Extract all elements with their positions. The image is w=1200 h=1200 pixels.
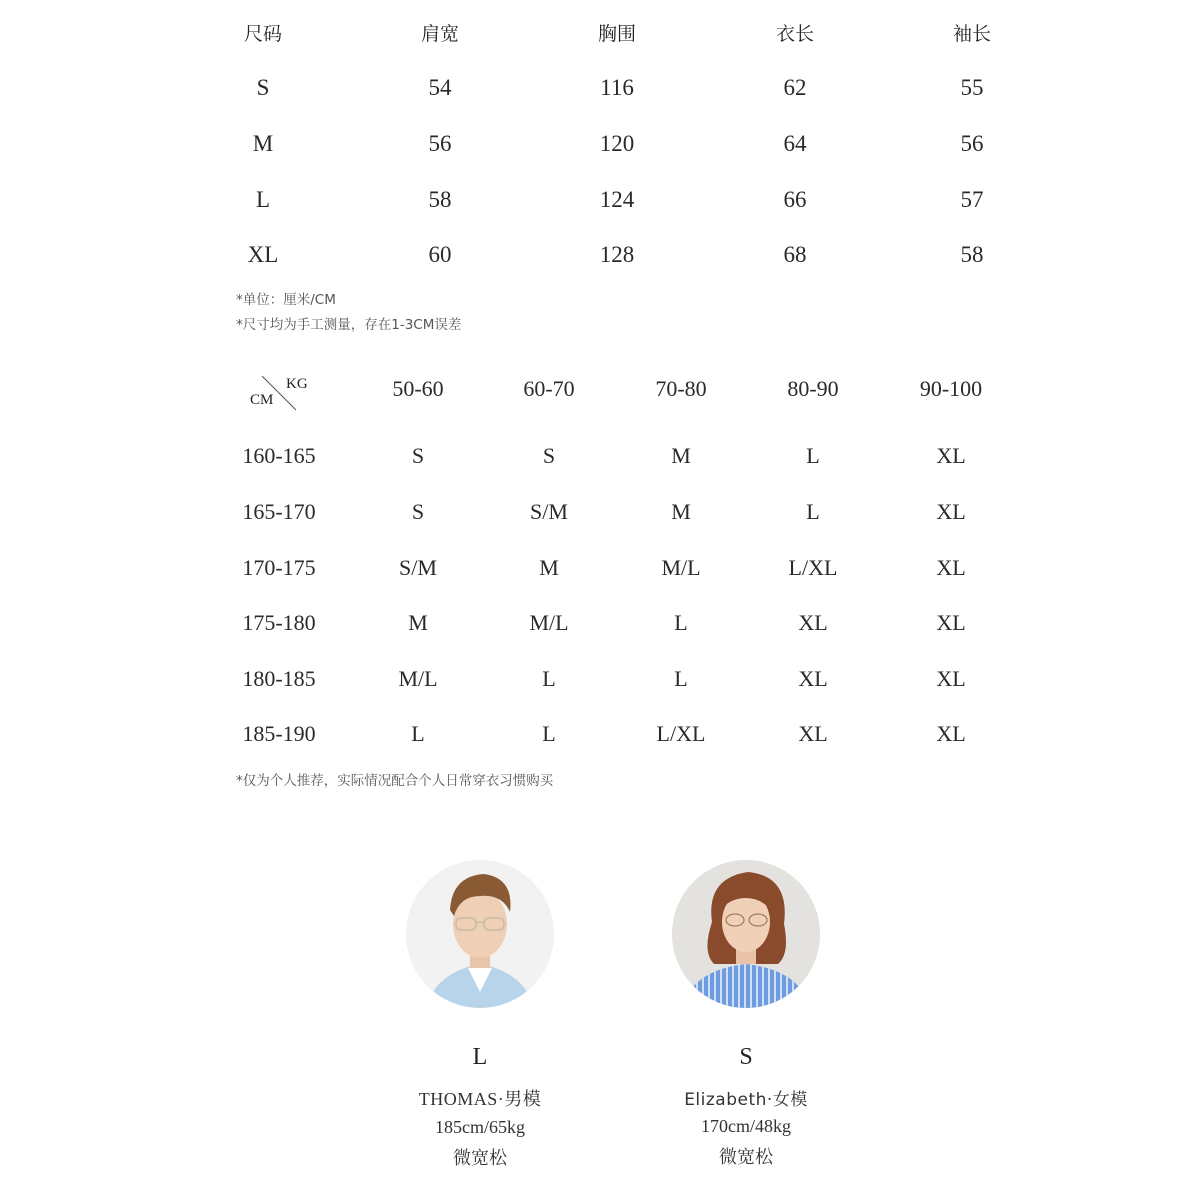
value-cell: 128 [599,242,635,267]
height-axis-label: CM [250,392,274,408]
model-stats: 185cm/65kg [435,1117,525,1137]
model-card-male [380,860,580,1170]
size-cell: L [674,666,688,691]
value-cell: 120 [599,131,635,156]
model-fit: 微宽松 [719,1147,773,1168]
header-length: 衣长 [775,23,815,45]
weight-header: 90-100 [919,376,983,401]
value-cell: 57 [960,187,984,212]
size-cell: S/M [399,555,437,580]
height-cell: 180-185 [242,666,316,691]
model-fit: 微宽松 [453,1148,507,1169]
avatar [406,860,554,1008]
size-cell: L/XL [788,555,838,580]
size-cell: S [542,443,556,468]
model-stats: 170cm/48kg [701,1116,791,1136]
size-cell: XL [798,610,828,635]
height-cell: 175-180 [242,610,316,635]
value-cell: 64 [783,131,807,156]
recommendation-note: *仅为个人推荐，实际情况配合个人日常穿衣习惯购买 [236,773,554,789]
size-cell: XL [936,555,966,580]
avatar [672,860,820,1008]
size-cell: L [411,721,425,746]
value-cell: 62 [783,75,807,100]
male-model-photo-icon [406,860,554,1008]
height-cell: 160-165 [242,443,316,468]
size-cell: L [255,187,271,212]
header-size: 尺码 [243,23,283,45]
value-cell: 55 [960,75,984,100]
height-cell: 185-190 [242,721,316,746]
tolerance-note: *尺寸均为手工测量，存在1-3CM误差 [236,317,462,333]
value-cell: 54 [428,75,452,100]
value-cell: 124 [599,187,635,212]
size-cell: XL [936,721,966,746]
value-cell: 58 [428,187,452,212]
weight-header: 60-70 [523,376,575,401]
value-cell: 58 [960,242,984,267]
weight-header: 80-90 [787,376,839,401]
size-cell: XL [798,666,828,691]
size-cell: L [542,666,556,691]
size-cell: L [806,443,820,468]
header-chest: 胸围 [597,23,637,45]
size-cell: M/L [398,666,438,691]
size-cell: L [542,721,556,746]
size-cell: XL [936,499,966,524]
size-cell: S [256,75,270,100]
unit-note: *单位：厘米/CM [236,292,336,308]
size-cell: L [674,610,688,635]
model-size: S [739,1044,753,1070]
table-corner-header [248,374,314,412]
model-size: L [472,1044,488,1070]
size-cell: S [411,443,425,468]
size-cell: L [806,499,820,524]
size-cell: S/M [530,499,568,524]
value-cell: 56 [960,131,984,156]
weight-header: 50-60 [392,376,444,401]
height-cell: 165-170 [242,499,316,524]
model-name: Elizabeth·女模 [684,1090,808,1110]
value-cell: 60 [428,242,452,267]
value-cell: 56 [428,131,452,156]
value-cell: 116 [600,75,634,100]
header-sleeve: 袖长 [952,23,992,45]
size-cell: M [408,610,428,635]
size-cell: M/L [661,555,701,580]
diagonal-divider-icon [262,376,298,412]
size-cell: M [671,499,691,524]
header-shoulder: 肩宽 [420,23,460,45]
model-name: THOMAS·男模 [418,1089,542,1109]
size-cell: M [539,555,559,580]
weight-header: 70-80 [655,376,707,401]
female-model-photo-icon [672,860,820,1008]
size-cell: XL [247,242,279,267]
size-cell: S [411,499,425,524]
value-cell: 68 [783,242,807,267]
size-cell: XL [936,610,966,635]
value-cell: 66 [783,187,807,212]
weight-axis-label: KG [286,376,308,392]
size-cell: XL [798,721,828,746]
model-card-female [646,860,846,1169]
size-cell: XL [936,666,966,691]
height-cell: 170-175 [242,555,316,580]
size-cell: M [671,443,691,468]
size-cell: M [252,131,274,156]
size-cell: L/XL [656,721,706,746]
size-cell: M/L [529,610,569,635]
size-cell: XL [936,443,966,468]
